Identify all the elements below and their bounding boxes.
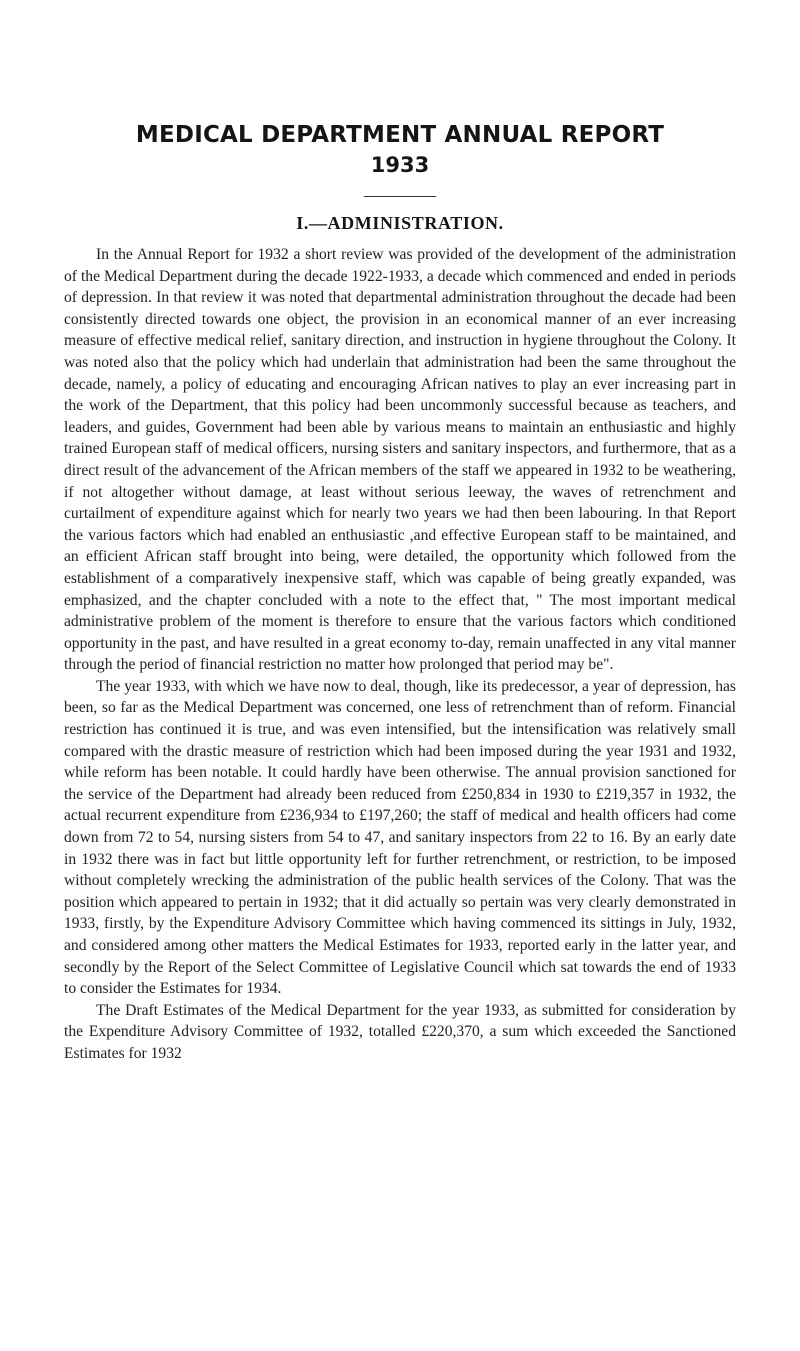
paragraph: The year 1933, with which we have now to deal, though, like its predecessor, a year of depression, has been, so far as the Medical Department was concerned, one less of retrenchment than of reform. Financial restriction has continued it is true, and was even intensified, but the intensification was relatively small compared with the drastic measure of restriction which had been imposed during the year 1931 and 1932, while reform has been notable. It could hardly have been otherwise. The annual provision sanctioned for the service of the Department had already been reduced from £250,834 in 1930 to £219,357 in 1932, the actual recurrent expenditure from £236,934 to £197,260; the staff of medical and health officers had come down from 72 to 54, nursing sisters from 54 to 47, and sanitary inspectors from 22 to 16. By an early date in 1932 there was in fact but little opportunity left for further retrenchment, or restriction, to be imposed without completely wrecking the administration of the public health services of the Colony. That was the position which appeared to pertain in 1932; that it did actually so pertain was very clearly demonstrated in 1933, firstly, by the Expenditure Advisory Committee which having commenced its sittings in July, 1932, and considered among other matters the Medical Estimates for 1933, reported early in the latter year, and secondly by the Report of the Select Committee of Legislative Council which sat towards the end of 1933 to consider the Estimates for 1934. bbox=[64, 677, 736, 998]
paragraph: In the Annual Report for 1932 a short review was provided of the development of the administration of the Medical Department during the decade 1922-1933, a decade which commenced and ended in periods of depression. In that review it was noted that departmental administration throughout the decade had been consistently directed towards one object, the provision in an economical manner of an ever increasing measure of effective medical relief, sanitary direction, and instruction in hygiene throughout the Colony. It was noted also that the policy which had underlain that administration had been the same throughout the decade, namely, a policy of educating and encouraging African natives to play an ever increasing part in the work of the Department, that this policy had been uncommonly successful because as teachers, and leaders, and guides, Government had been able by various means to maintain an enthusiastic and highly trained European staff of medical officers, nursing sisters and sanitary inspectors, and furthermore, that as a direct result of the advancement of the African members of the staff we appeared in 1932 to be weathering, if not altogether without damage, at least without serious leeway, the waves of retrenchment and curtailment of expenditure against which for nearly two years we had then been labouring. In that Report the various factors which had enabled an enthusiastic ,and effective European staff to be maintained, and an efficient African staff brought into being, were detailed, the opportunity which followed from the establishment of a comparatively inexpensive staff, which was capable of being greatly expanded, was emphasized, and the chapter concluded with a note to the effect that, " The most important medical administrative problem of the moment is therefore to ensure that the various factors which conditioned opportunity in the past, and have resulted in a great economy to-day, remain unaffected in any vital manner through the period of financial restriction no matter how prolonged that period may be". bbox=[64, 246, 736, 674]
report-title: MEDICAL DEPARTMENT ANNUAL REPORT bbox=[135, 122, 665, 148]
body-text bbox=[64, 244, 736, 1065]
section-heading: I.—ADMINISTRATION. bbox=[296, 213, 504, 233]
report-year: 1933 bbox=[370, 153, 430, 177]
paragraph: The Draft Estimates of the Medical Department for the year 1933, as submitted for consideration by the Expenditure Advisory Committee of 1932, totalled £220,370, a sum which exceeded the Sanctioned Estimates for 1932 bbox=[64, 1001, 736, 1062]
title-divider bbox=[364, 196, 436, 197]
